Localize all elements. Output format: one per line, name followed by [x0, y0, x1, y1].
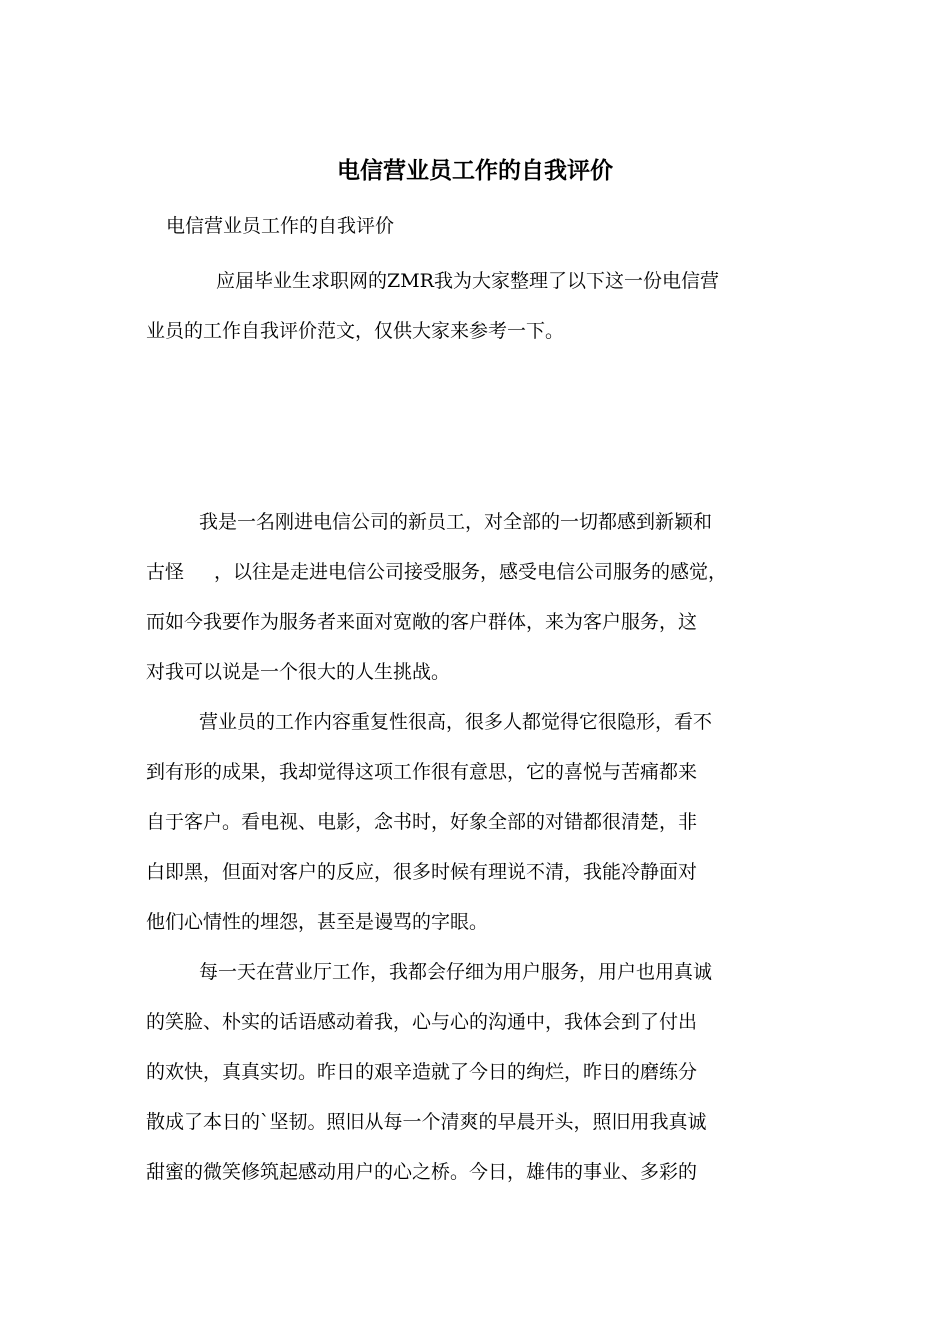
- intro-paragraph: [146, 256, 826, 356]
- paragraph-fragment: 古怪: [146, 561, 185, 583]
- paragraph-3: [146, 947, 836, 1197]
- paragraph-line: 每一天在营业厅工作，我都会仔细为用户服务，用户也用真诚: [199, 961, 713, 983]
- paragraph-line: 我是一名刚进电信公司的新员工，对全部的一切都感到新颖和: [199, 511, 713, 533]
- document-title: 电信营业员工作的自我评价: [337, 158, 613, 184]
- paragraph-fragment: ，以往是走进电信公司接受服务，感受电信公司服务的感觉，: [214, 561, 728, 583]
- paragraph-line: 散成了本日的`坚韧。照旧从每一个清爽的早晨开头，照旧用我真诚: [146, 1111, 707, 1133]
- paragraph-2: [146, 697, 836, 947]
- body-text: [146, 497, 836, 1197]
- document-subtitle: 电信营业员工作的自我评价: [166, 215, 395, 237]
- paragraph-line: 到有形的成果，我却觉得这项工作很有意思，它的喜悦与苦痛都来: [146, 761, 698, 783]
- paragraph-line: 而如今我要作为服务者来面对宽敞的客户群体，来为客户服务，这: [146, 611, 698, 633]
- paragraph-line: [146, 547, 836, 597]
- intro-line: 业员的工作自我评价范文，仅供大家来参考一下。: [146, 320, 565, 342]
- paragraph-1: [146, 497, 836, 697]
- paragraph-line: 营业员的工作内容重复性很高，很多人都觉得它很隐形，看不: [199, 711, 713, 733]
- paragraph-line: 的欢快，真真实切。昨日的艰辛造就了今日的绚烂，昨日的磨练分: [146, 1061, 698, 1083]
- paragraph-line: 他们心情性的埋怨，甚至是谩骂的字眼。: [146, 911, 489, 933]
- paragraph-line: 自于客户。看电视、电影，念书时，好象全部的对错都很清楚，非: [146, 811, 698, 833]
- intro-line: 应届毕业生求职网的ZMR我为大家整理了以下这一份电信营: [216, 270, 719, 292]
- paragraph-line: 对我可以说是一个很大的人生挑战。: [146, 661, 451, 683]
- paragraph-line: 的笑脸、朴实的话语感动着我，心与心的沟通中，我体会到了付出: [146, 1011, 698, 1033]
- paragraph-line: 甜蜜的微笑修筑起感动用户的心之桥。今日，雄伟的事业、多彩的: [146, 1161, 698, 1183]
- paragraph-line: 白即黑，但面对客户的反应，很多时候有理说不清，我能冷静面对: [146, 861, 698, 883]
